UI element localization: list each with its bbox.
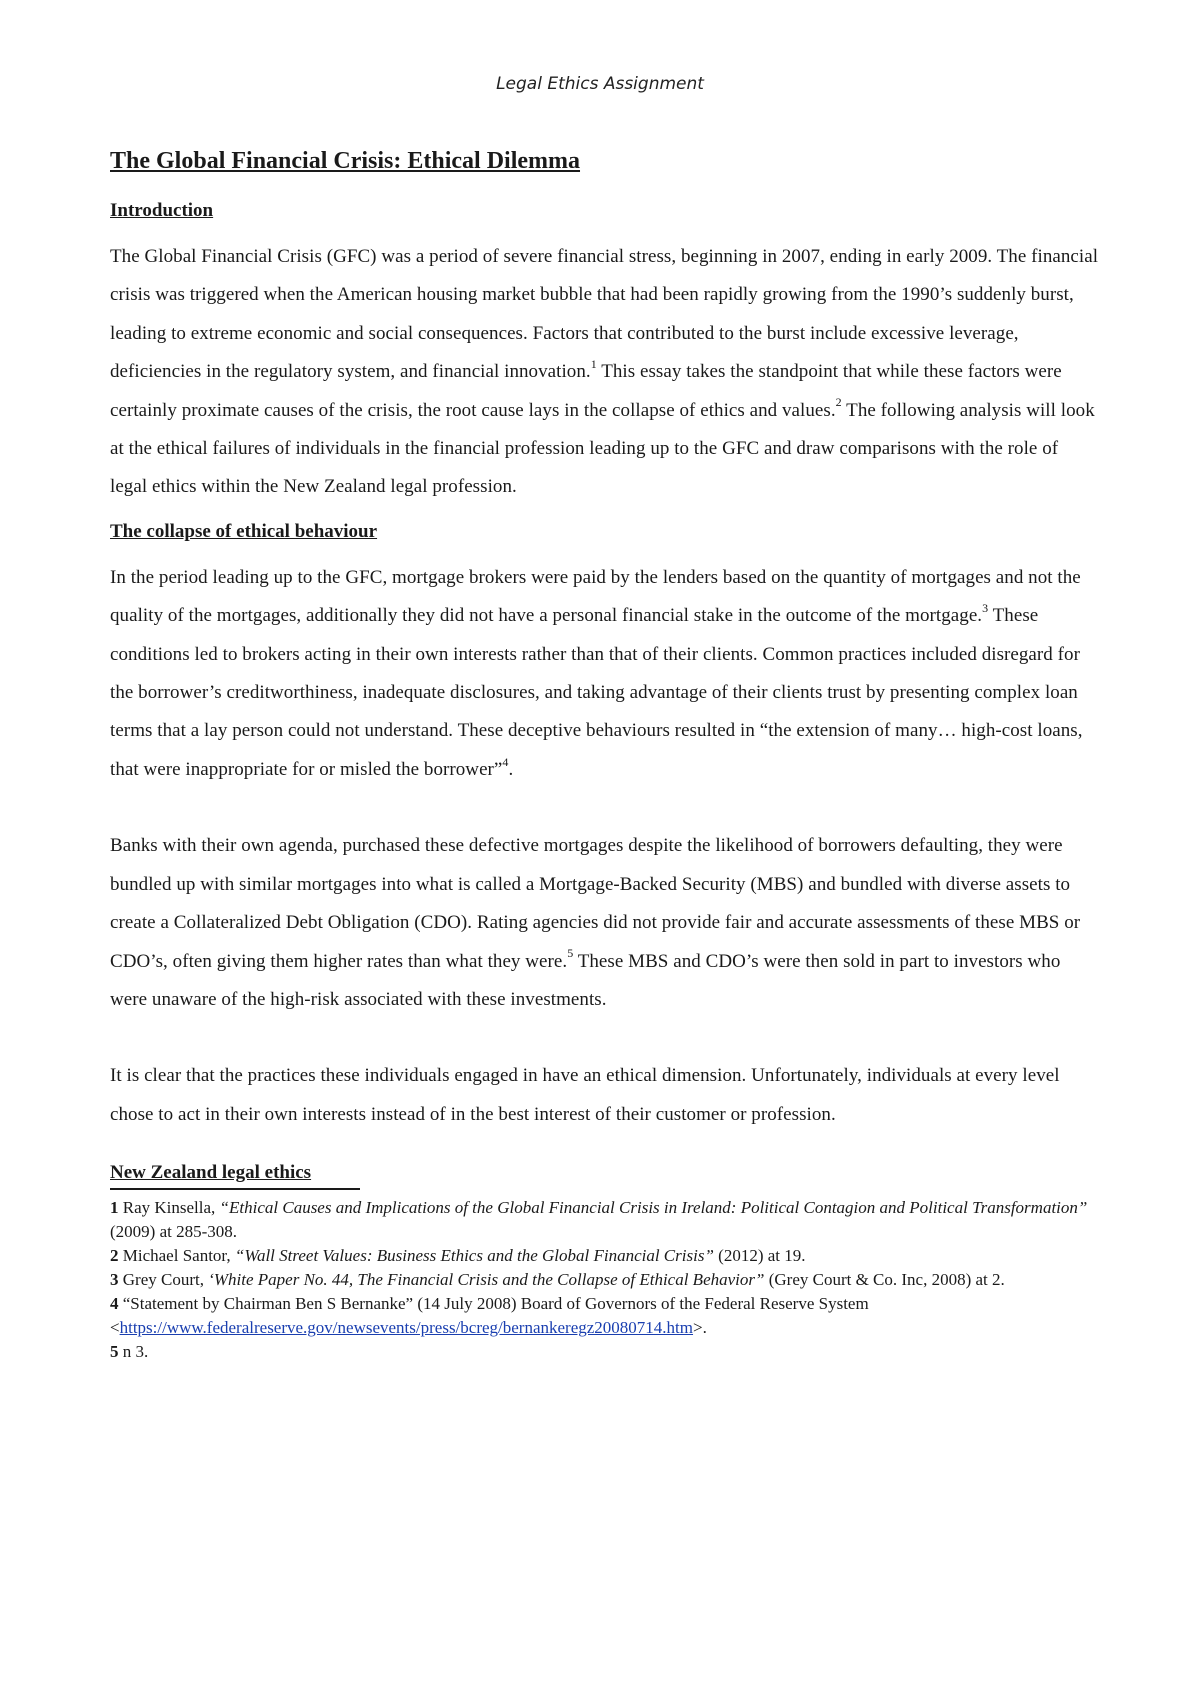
text-run: . [508,758,514,780]
footnote-ref-2[interactable]: 2 [835,395,842,410]
collapse-paragraph-3: It is clear that the practices these individuals engaged in have an ethical dimension. Unfortunately, individuals at every level chose to act in their own interests instead of in the best interest of their customer or profession. [110,1065,1060,1125]
footnote-text: Michael Santor, [118,1246,235,1266]
footnote-text: Grey Court, [118,1270,209,1290]
footnote-title: ‘White Paper No. 44, The Financial Crisis and the Collapse of Ethical Behavior” [208,1270,765,1290]
footnote-text: (Grey Court & Co. Inc, 2008) at 2. [764,1270,1005,1290]
footnote-2 [110,1244,1100,1268]
section-heading-collapse: The collapse of ethical behaviour [110,520,378,542]
text-run: These conditions led to brokers acting in their own interests rather than that of their clients. Common practices included disregard for the borrower’s creditworthiness, inadequate disclosures, and taking advantage of their clients trust by presenting complex loan terms that a lay person could not understand. These deceptive behaviours resulted in “the extension of many… high-cost loans, that were inappropriate for or misled the borrower” [110,605,1083,780]
footnote-separator [110,1188,360,1190]
document-body [110,146,1100,1364]
footnote-ref-4[interactable]: 4 [502,754,509,769]
footnote-3 [110,1268,1100,1292]
text-run: This essay takes the standpoint that while these factors were certainly proximate causes of the crisis, the root cause lays in the collapse of ethics and values. [110,361,1062,421]
text-run: The Global Financial Crisis (GFC) was a period of severe financial stress, beginning in 2007, ending in early 2009. The financial crisis was triggered when the American housing market bubble that had been rapidly growing from the 1990’s suddenly burst, leading to extreme economic and social consequences. Factors that contributed to the burst include excessive leverage, deficiencies in the regulatory system, and financial innovation. [110,246,1099,383]
section-heading-introduction: Introduction [110,200,214,221]
footnote-ref-1[interactable]: 1 [590,356,597,371]
text-run: Banks with their own agenda, purchased these defective mortgages despite the likelihood of borrowers defaulting, they were bundled up with similar mortgages into what is called a Mortgage-Backed Security (MBS) and bundled with diverse assets to create a Collateralized Debt Obligation (CDO). Rating agencies did not provide fair and accurate assessments of these MBS or CDO’s, often giving them higher rates than what they were. [110,835,1081,972]
footnote-1 [110,1196,1100,1244]
footnote-link[interactable]: https://www.federalreserve.gov/newsevents/press/bcreg/bernankeregz20080714.htm [119,1318,694,1338]
document-title: The Global Financial Crisis: Ethical Dilemma [110,148,581,174]
footnote-text: Ray Kinsella, [118,1198,220,1218]
footnote-ref-5[interactable]: 5 [567,946,574,961]
footnote-ref-3[interactable]: 3 [982,600,989,615]
collapse-paragraph-2 [110,827,1100,1019]
text-run: The following analysis will look at the ethical failures of individuals in the financial profession leading up to the GFC and draw comparisons with the role of legal ethics within the New Zealand legal profession. [110,399,1095,498]
section-heading-nz-legal-ethics: New Zealand legal ethics [110,1162,312,1184]
footnotes [110,1196,1100,1364]
footnote-text: >. [693,1318,707,1338]
footnote-text: (2009) at 285-308. [110,1222,238,1242]
footnote-number: 1 [110,1198,119,1218]
footnote-text: n 3. [118,1342,149,1362]
footnote-title: “Wall Street Values: Business Ethics and the Global Financial Crisis” [234,1246,714,1266]
running-header: Legal Ethics Assignment [496,74,704,94]
text-run: In the period leading up to the GFC, mortgage brokers were paid by the lenders based on the quantity of mortgages and not the quality of the mortgages, additionally they did not have a personal financial stake in the outcome of the mortgage. [110,566,1081,627]
footnote-number: 2 [110,1246,119,1266]
footnote-number: 4 [110,1294,119,1314]
footnote-number: 3 [110,1270,119,1290]
footnote-number: 5 [110,1342,119,1362]
collapse-paragraph-1 [110,559,1100,789]
footnote-text: (2012) at 19. [713,1246,806,1266]
footnote-5 [110,1340,1100,1364]
introduction-paragraph [110,238,1100,507]
footnote-title: “Ethical Causes and Implications of the Global Financial Crisis in Ireland: Political Contagion and Political Transformation” [219,1198,1088,1218]
text-run: These MBS and CDO’s were then sold in part to investors who were unaware of the high-risk associated with these investments. [110,950,1061,1010]
footnote-4 [110,1292,1100,1340]
footnote-text: “Statement by Chairman Ben S Bernanke” (14 July 2008) Board of Governors of the Federal Reserve System < [110,1294,869,1338]
